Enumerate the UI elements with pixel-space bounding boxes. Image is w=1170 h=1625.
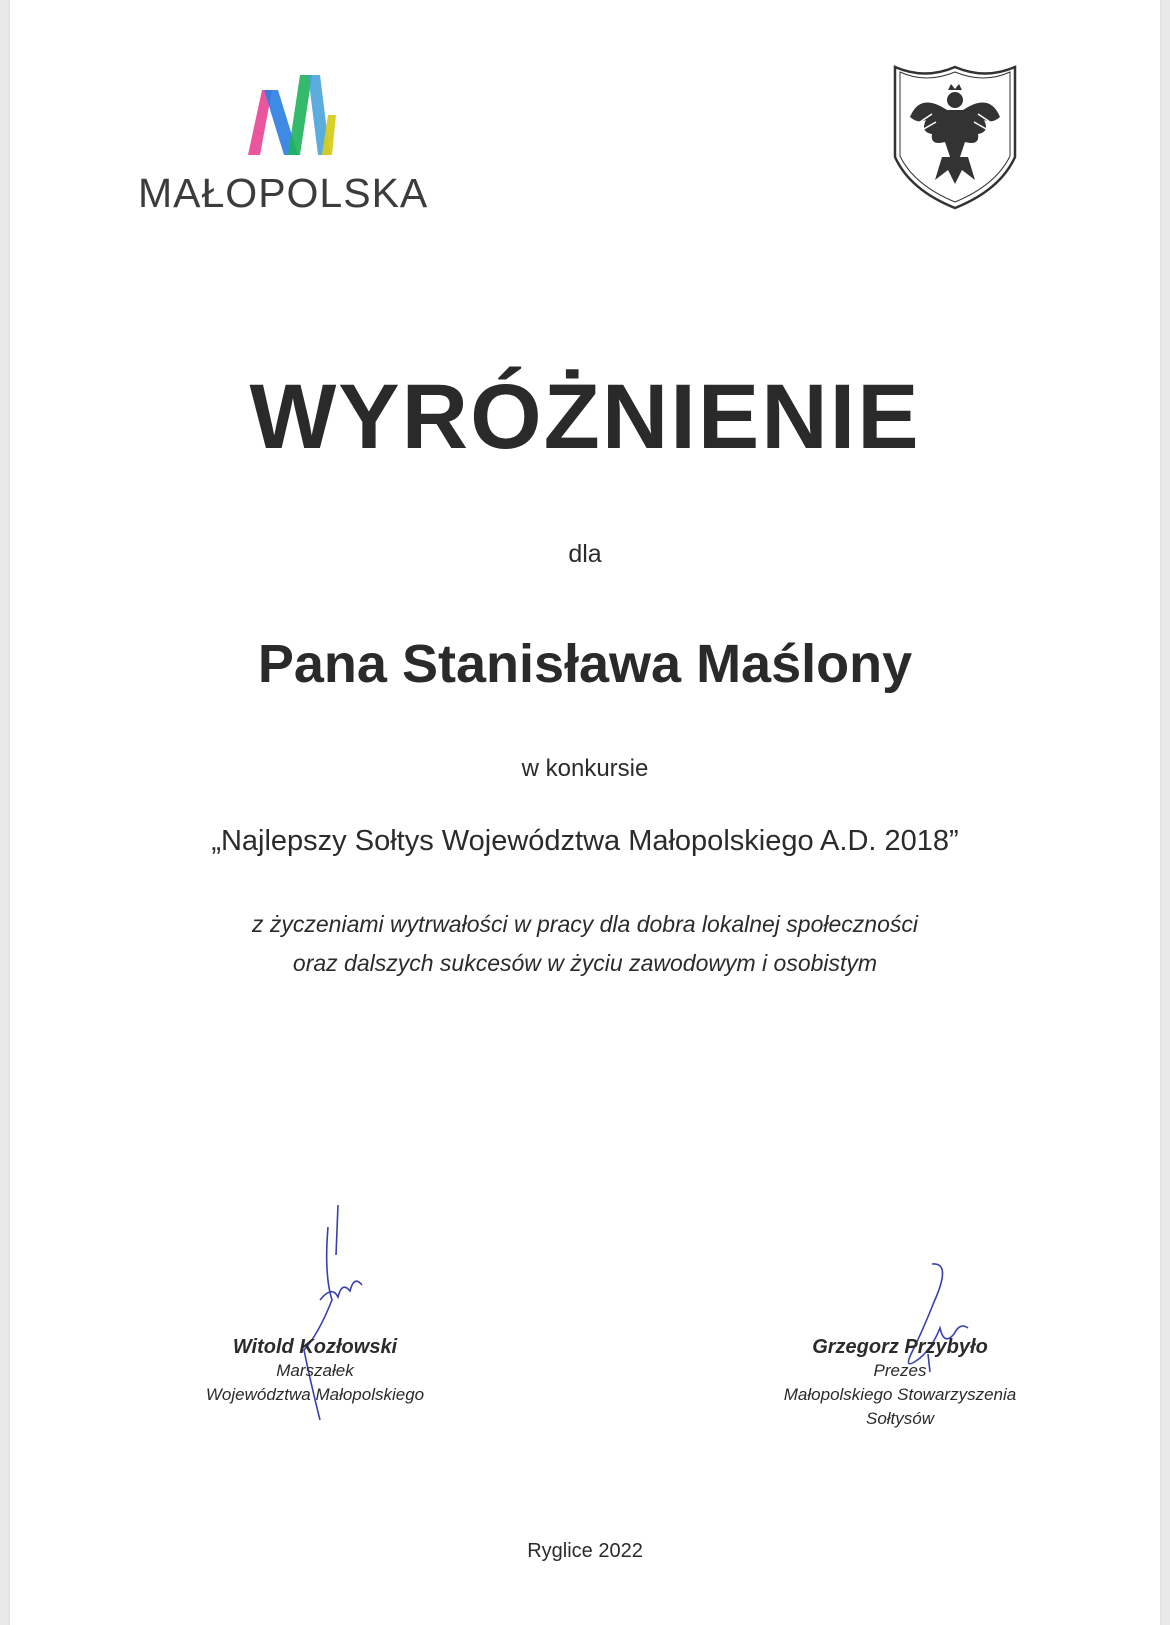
signature-block-left xyxy=(160,1335,470,1407)
signature-block-right xyxy=(740,1335,1060,1431)
contest-name: „Najlepszy Sołtys Województwa Małopolskiego A.D. 2018” xyxy=(211,825,959,857)
signatory-name: Grzegorz Przybyło xyxy=(812,1336,988,1358)
wishes-line: z życzeniami wytrwałości w pracy dla dobra lokalnej społeczności xyxy=(252,911,918,937)
signatory-role: Prezes xyxy=(873,1361,927,1380)
signatory-role: Marszałek xyxy=(276,1361,354,1380)
signatory-role: Sołtysów xyxy=(865,1409,935,1428)
white-eagle-crest-icon xyxy=(890,62,1020,212)
wishes-line: oraz dalszych sukcesów w życiu zawodowym i osobistym xyxy=(292,950,878,976)
wishes-text xyxy=(10,905,1160,983)
logo-wordmark: MAŁOPOLSKA xyxy=(138,170,429,216)
signatory-name: Witold Kozłowski xyxy=(232,1336,398,1358)
place-date: Ryglice 2022 xyxy=(527,1540,643,1562)
certificate-title: WYRÓŻNIENIE xyxy=(249,366,921,468)
recipient-name: Pana Stanisława Maślony xyxy=(257,634,913,694)
certificate-page xyxy=(10,0,1160,1625)
contest-intro: w konkursie xyxy=(521,755,649,782)
malopolska-logo-icon xyxy=(248,70,358,160)
signatory-role: Województwa Małopolskiego xyxy=(205,1385,425,1404)
signatory-role: Małopolskiego Stowarzyszenia xyxy=(783,1385,1017,1404)
for-label: dla xyxy=(568,540,602,568)
